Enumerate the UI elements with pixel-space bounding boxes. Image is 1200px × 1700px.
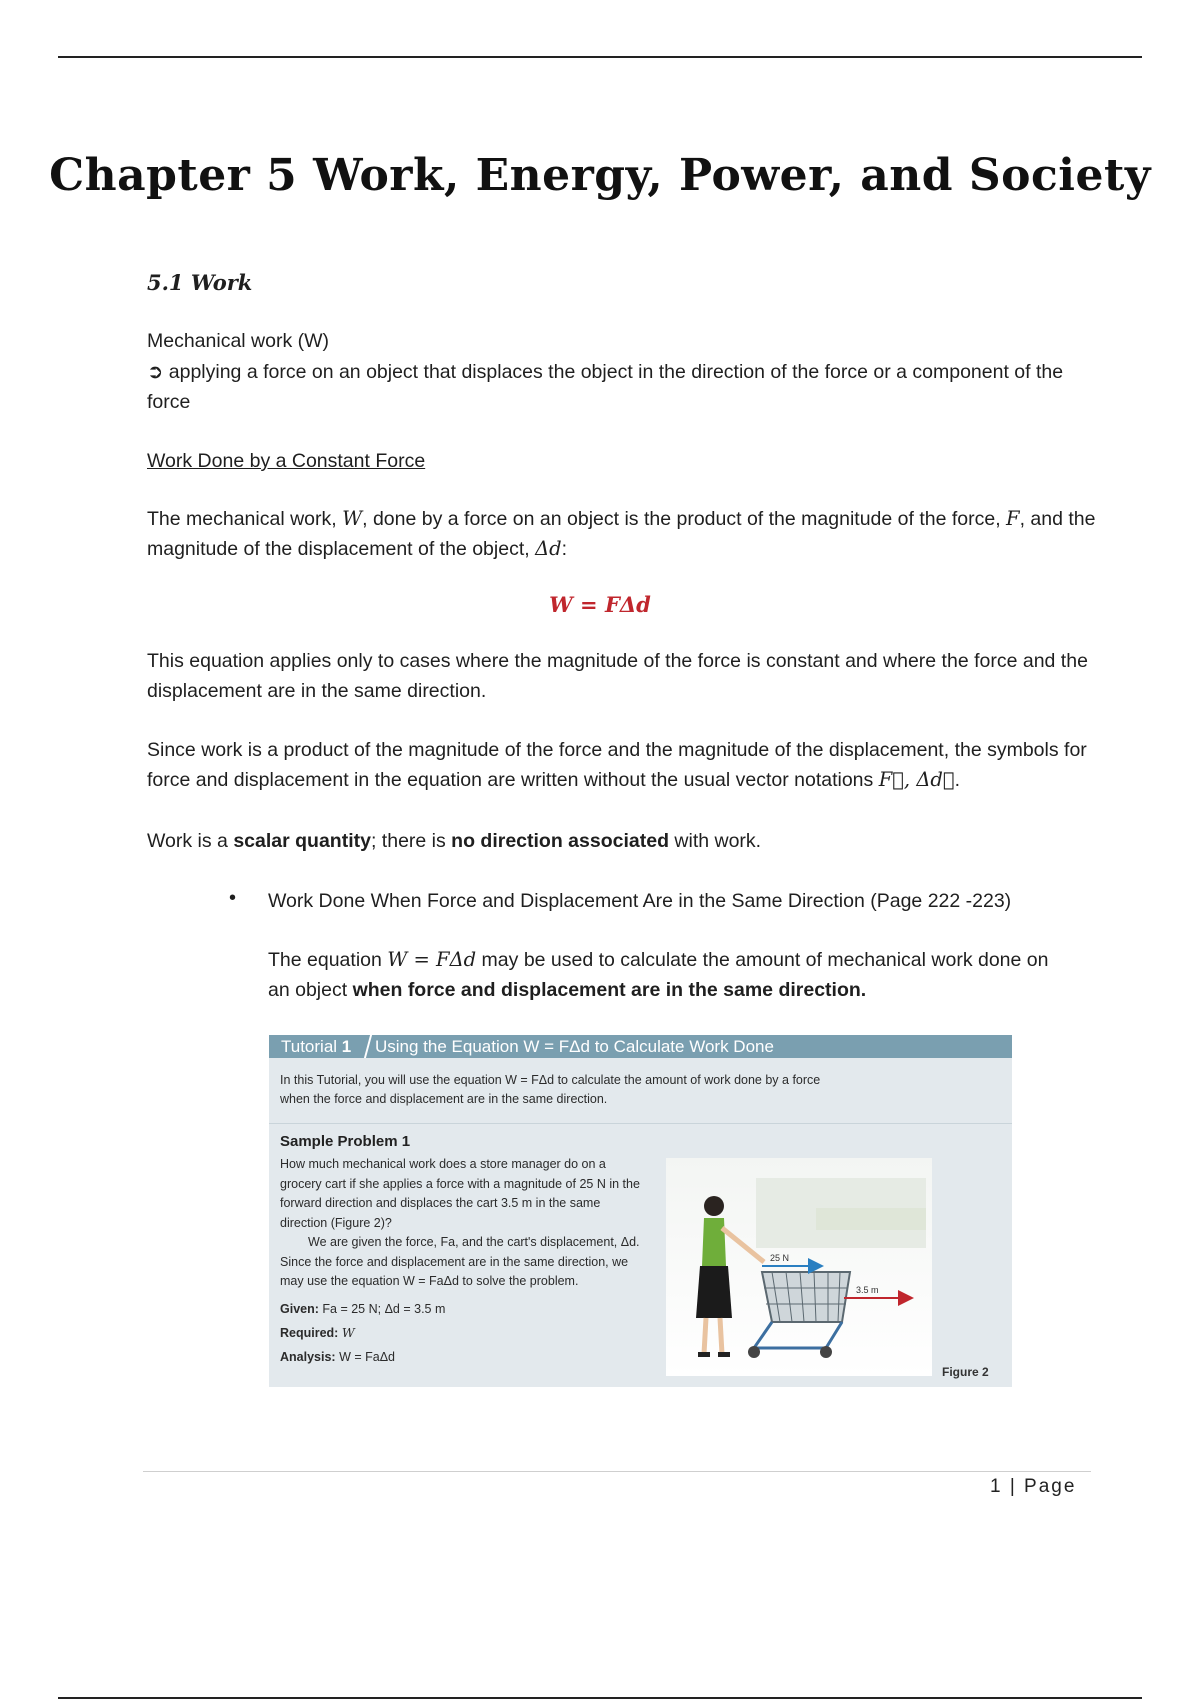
p4-d: no direction associated xyxy=(451,830,669,852)
shelf-row xyxy=(816,1208,926,1230)
analysis-label: Analysis: xyxy=(280,1350,336,1364)
p3-a: Since work is a product of the magnitude of the force and the magnitude of the displacement, the symbols for force and displacement in the equation are written without the usual vector notations xyxy=(147,739,1087,791)
sample-problem-body xyxy=(280,1155,650,1292)
p4-c: ; there is xyxy=(370,830,452,852)
figure-2-image xyxy=(666,1158,932,1376)
tutorial-intro: In this Tutorial, you will use the equation W = FΔd to calculate the amount of work done by a force when the force and displacement are in the same direction. xyxy=(280,1073,821,1106)
given-label: Given: xyxy=(280,1302,319,1316)
given-line xyxy=(280,1297,445,1321)
woman-shoe-left xyxy=(698,1352,710,1357)
section-heading: 5.1 Work xyxy=(147,270,253,295)
bullet-icon: • xyxy=(229,887,237,909)
woman-shirt xyxy=(702,1218,726,1266)
p3-vectors: F⃗, Δd⃗ xyxy=(878,768,955,791)
woman-skirt xyxy=(696,1266,732,1318)
force-label: 25 N xyxy=(770,1253,790,1263)
figure-label: Figure 2 xyxy=(942,1365,989,1379)
paragraph-scalar xyxy=(147,826,1097,856)
tutorial-header xyxy=(269,1035,1012,1058)
explain-text: We are given the force, Fa, and the cart's displacement, Δd. Since the force and displacement are in the same direction, we may use the equation W = FaΔd to solve the problem. xyxy=(280,1235,640,1288)
work-equation: W = FΔd xyxy=(549,592,651,617)
required-value: W xyxy=(341,1325,355,1340)
tutorial-label: Tutorial xyxy=(281,1037,338,1056)
tutorial-box xyxy=(269,1035,1012,1387)
paragraph-work-definition xyxy=(147,504,1097,564)
solution-steps xyxy=(280,1297,445,1369)
footer-rule xyxy=(143,1471,1091,1472)
required-line xyxy=(280,1321,445,1345)
definition-text xyxy=(147,357,1097,417)
p3-b: . xyxy=(954,769,961,791)
woman-shoe-right xyxy=(718,1352,730,1357)
bp-b: may be used to calculate the amount of mechanical work done on an object xyxy=(268,949,1049,1001)
p4-a: Work is a xyxy=(147,830,234,852)
sample-problem-title: Sample Problem 1 xyxy=(280,1133,411,1150)
bp-eq: W = FΔd xyxy=(387,948,477,971)
definition-body: applying a force on an object that displaces the object in the direction of the force or a component of the force xyxy=(147,361,1064,413)
required-label: Required: xyxy=(280,1326,339,1340)
displacement-label: 3.5 m xyxy=(856,1285,879,1295)
subheading: Work Done by a Constant Force xyxy=(147,450,426,472)
p1-d: Δd xyxy=(535,537,562,560)
paragraph-vector-notation xyxy=(147,735,1107,795)
bullet-text: Work Done When Force and Displacement Are in the Same Direction (Page 222 -223) xyxy=(268,890,1012,912)
arrow-icon: ➲ xyxy=(147,361,164,383)
tutorial-number xyxy=(281,1035,351,1058)
p1-f: F xyxy=(1006,507,1020,530)
p1-w: W xyxy=(342,507,363,530)
bp-c: when force and displacement are in the same direction. xyxy=(352,979,867,1001)
tutorial-divider xyxy=(269,1123,1012,1124)
header-rule xyxy=(58,56,1142,58)
page-title: Chapter 5 Work, Energy, Power, and Society xyxy=(49,150,1151,201)
p1-b: , done by a force on an object is the product of the magnitude of the force, xyxy=(362,508,1007,530)
problem-text: How much mechanical work does a store manager do on a grocery cart if she applies a force with a magnitude of 25 N in the forward direction and displaces the cart 3.5 m in the same direction (Figure 2)? xyxy=(280,1157,640,1230)
bottom-rule xyxy=(58,1697,1142,1699)
definition-term: Mechanical work (W) xyxy=(147,330,330,352)
p1-c: , and the magnitude of the displacement of the object, xyxy=(147,508,1096,560)
p1-e: : xyxy=(561,538,568,560)
paragraph-constant-force: This equation applies only to cases where the magnitude of the force is constant and where the force and the displacement are in the same direction. xyxy=(147,650,1088,702)
tutorial-heading: Using the Equation W = FΔd to Calculate Work Done xyxy=(375,1037,774,1056)
header-separator xyxy=(364,1035,372,1058)
analysis-line xyxy=(280,1345,445,1369)
p1-a: The mechanical work, xyxy=(147,508,343,530)
page-number: 1 | Page xyxy=(990,1476,1077,1497)
p4-b: scalar quantity xyxy=(233,830,371,852)
paragraph-same-direction xyxy=(268,945,1068,1005)
analysis-value: W = FaΔd xyxy=(339,1350,396,1364)
tutorial-num: 1 xyxy=(341,1037,352,1056)
given-value: Fa = 25 N; Δd = 3.5 m xyxy=(322,1302,446,1316)
bp-a: The equation xyxy=(268,949,388,971)
woman-head xyxy=(704,1196,724,1216)
p4-e: with work. xyxy=(668,830,762,852)
